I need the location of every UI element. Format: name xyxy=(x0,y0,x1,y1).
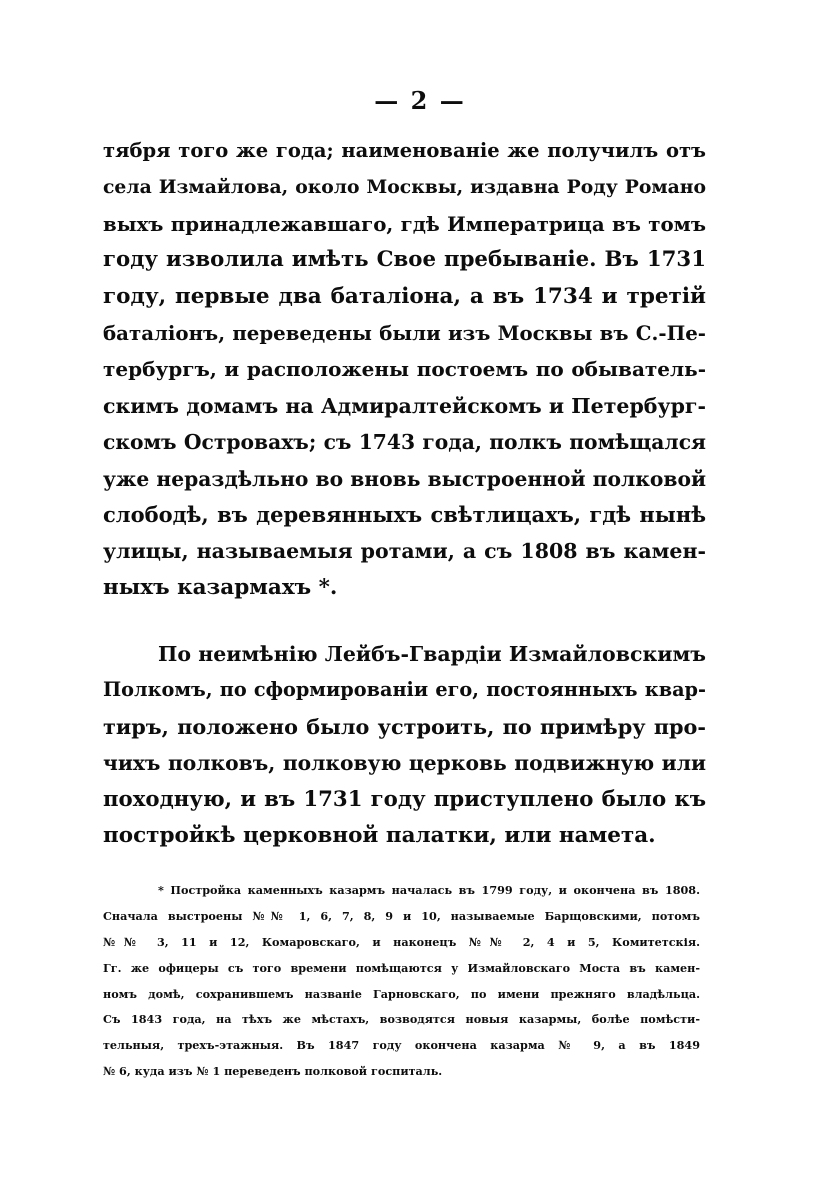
text-line: постройкѣ церковной палатки, или намета. xyxy=(103,822,656,848)
text-line: слободѣ, въ деревянныхъ свѣтлицахъ, гдѣ нынѣ xyxy=(103,501,706,527)
text-line: тиръ, положено было устроить, по примѣру про- xyxy=(103,714,706,739)
text-line: По неимѣнію Лейбъ-Гвардіи Измайловскимъ xyxy=(158,642,706,666)
footnote-line: № 6, куда изъ № 1 переведенъ полковой госпиталь. xyxy=(103,1064,443,1079)
text-line: села Измайлова, около Москвы, издавна Роду Романо xyxy=(103,176,706,199)
paragraph-2 xyxy=(103,636,706,854)
text-line: Полкомъ, по сформированіи его, постоянныхъ квар- xyxy=(103,678,706,702)
text-line: уже нераздѣльно во вновь выстроенной полковой xyxy=(103,466,706,491)
footnote xyxy=(103,878,700,1085)
text-line: скимъ домамъ на Адмиралтейскомъ и Петербург- xyxy=(103,393,706,418)
text-line: походную, и въ 1731 году приступлено было къ xyxy=(103,786,706,812)
page-number: — 2 — xyxy=(374,86,466,115)
paragraph-1 xyxy=(103,133,706,606)
text-line: чихъ полковъ, полковую церковь подвижную или xyxy=(103,751,706,776)
footnote-line: тельныя, трехъ-этажныя. Въ 1847 году окончена казарма № 9, а въ 1849 xyxy=(103,1038,700,1053)
text-line: ныхъ казармахъ *. xyxy=(103,574,338,600)
footnote-line: номъ домѣ, сохранившемъ названіе Гарновскаго, по имени прежняго владѣльца. xyxy=(103,986,700,1001)
text-line: выхъ принадлежавшаго, гдѣ Императрица въ томъ xyxy=(103,211,706,236)
text-line: тербургъ, и расположены постоемъ по обыватель- xyxy=(103,357,706,382)
text-line: году, первые два баталіона, а въ 1734 и третій xyxy=(103,283,706,309)
text-line: баталіонъ, переведены были изъ Москвы въ С.-Пе- xyxy=(103,320,706,345)
footnote-line: Сначала выстроены №№ 1, 6, 7, 8, 9 и 10, называемые Барщовскими, потомъ xyxy=(103,908,700,923)
text-line: году изволила имѣть Свое пребываніе. Въ 1731 xyxy=(103,247,706,273)
text-line: скомъ Островахъ; съ 1743 года, полкъ помѣщался xyxy=(103,430,706,455)
footnote-line: Гг. же офицеры съ того времени помѣщаются у Измайловскаго Моста въ камен- xyxy=(103,960,700,975)
footnote-line: * Постройка каменныхъ казармъ началась въ 1799 году, и окончена въ 1808. xyxy=(158,883,700,897)
footnote-line: №№ 3, 11 и 12, Комаровскаго, и наконецъ №№ 2, 4 и 5, Комитетскія. xyxy=(103,934,700,949)
text-line: тября того же года; наименованіе же получилъ отъ xyxy=(103,139,706,162)
text-line: улицы, называемыя ротами, а съ 1808 въ камен- xyxy=(103,539,706,564)
footnote-line: Съ 1843 года, на тѣхъ же мѣстахъ, возводятся новыя казармы, болѣе помѣсти- xyxy=(103,1012,700,1027)
